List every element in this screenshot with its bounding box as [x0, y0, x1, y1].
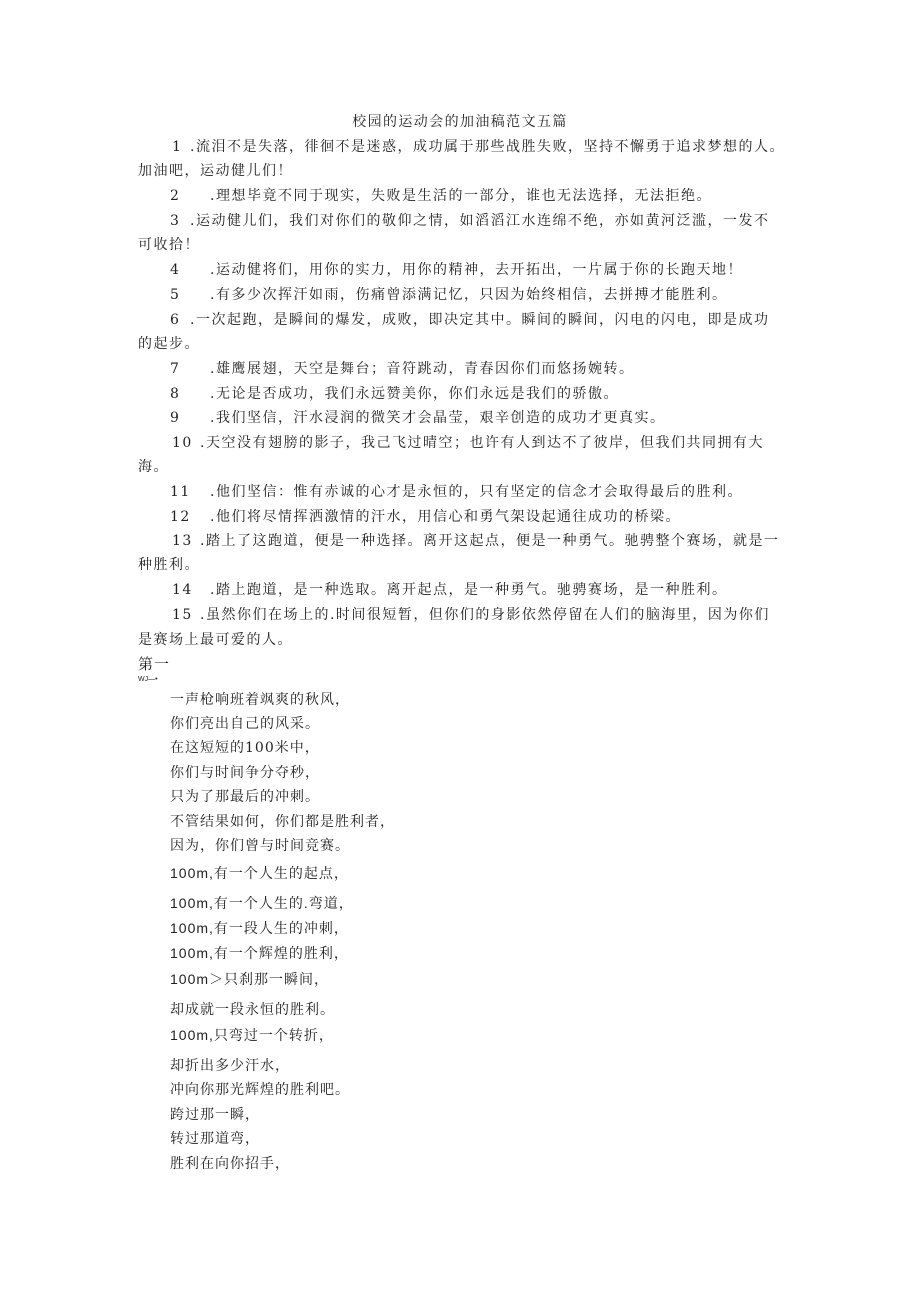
item-text: .他们坚信：惟有赤诚的心才是永恒的，只有坚定的信念才会取得最后的胜利。 — [210, 484, 743, 500]
poem-line: 100m,有一个人生的.弯道， — [170, 895, 354, 911]
list-item — [0, 581, 920, 599]
item-text: .踏上了这跑道，便是一种选择。离开这起点，便是一种勇气。驰骋整个赛场，就是一 — [200, 533, 780, 549]
list-item — [0, 409, 920, 427]
item-number: 3 — [170, 213, 181, 229]
item-number: 4 — [170, 262, 181, 278]
list-item — [0, 212, 920, 230]
list-item — [0, 360, 920, 378]
item-number: 15 — [172, 607, 193, 623]
list-item-continuation — [0, 335, 920, 353]
document-title: 校园的运动会的加油稿范文五篇 — [352, 114, 568, 130]
section-mark: WJ—• — [138, 676, 158, 683]
list-item — [0, 311, 920, 329]
item-number: 2 — [170, 188, 181, 204]
poem-line: 因为，你们曾与时间竞赛。 — [170, 838, 350, 854]
item-text: .运动健将们，用你的实力，用你的精神，去开拓出，一片属于你的长跑天地！ — [210, 262, 743, 278]
list-item-continuation — [0, 458, 920, 476]
item-number: 5 — [170, 287, 181, 303]
section-heading: 第一 — [138, 655, 171, 673]
item-number: 6 — [170, 312, 181, 328]
list-item-continuation — [0, 162, 920, 180]
list-item — [0, 606, 920, 624]
item-text: .运动健儿们，我们对你们的敬仰之情，如滔滔江水连绵不绝，亦如黄河泛滥，一发不 — [190, 213, 770, 229]
list-item — [0, 187, 920, 205]
item-text-continued: 可收拾！ — [138, 237, 200, 253]
item-text-continued: 的起步。 — [138, 336, 200, 352]
poem-line: 100m,有一段人生的冲刺， — [170, 920, 349, 936]
item-number: 12 — [170, 509, 191, 525]
list-item — [0, 138, 920, 156]
item-text-continued: 是赛场上最可爱的人。 — [138, 632, 293, 648]
poem-line: 100m,只弯过一个转折， — [170, 1027, 334, 1043]
poem-line: 却成就一段永恒的胜利。 — [170, 1002, 335, 1018]
item-text: .雄鹰展翅，天空是舞台；音符跳动，青春因你们而悠扬婉转。 — [210, 361, 635, 377]
item-text: .踏上跑道，是一种选取。离开起点，是一种勇气。驰骋赛场，是一种胜利。 — [210, 582, 728, 598]
list-item — [0, 385, 920, 403]
item-text: .无论是否成功，我们永远赞美你，你们永远是我们的骄傲。 — [210, 386, 619, 402]
item-text: .虽然你们在场上的.时间很短暂，但你们的身影依然停留在人们的脑海里，因为你们 — [200, 607, 770, 623]
item-text-continued: 种胜利。 — [138, 557, 200, 573]
poem-line: 你们与时间争分夺秒， — [170, 765, 320, 781]
list-item — [0, 532, 920, 550]
list-item — [0, 261, 920, 279]
item-number: 8 — [170, 386, 181, 402]
poem-line: 100m,有一个辉煌的胜利， — [170, 945, 349, 961]
item-text-continued: 加油吧，运动健儿们！ — [138, 163, 293, 179]
list-item — [0, 483, 920, 501]
item-text-continued: 海。 — [138, 459, 169, 475]
poem-line: 100m＞只刹那一瞬间， — [170, 971, 330, 987]
list-item-continuation — [0, 236, 920, 254]
item-text: .天空没有翅膀的影子，我己飞过晴空；也许有人到达不了彼岸，但我们共同拥有大 — [200, 435, 764, 451]
item-text: .我们坚信，汗水浸润的微笑才会晶莹，艰辛创造的成功才更真实。 — [210, 410, 666, 426]
item-text: .有多少次挥汗如雨，伤痛曾添满记忆，只因为始终相信，去拼搏才能胜利。 — [210, 287, 728, 303]
item-number: 10 — [172, 435, 193, 451]
poem-line: 转过那道弯， — [170, 1131, 260, 1147]
item-text: .他们将尽情挥洒激情的汗水，用信心和勇气架设起通往成功的桥梁。 — [210, 509, 681, 525]
list-item — [0, 286, 920, 304]
item-number: 14 — [172, 582, 193, 598]
item-number: 13 — [172, 533, 193, 549]
poem-line: 一声枪响班着飒爽的秋风， — [170, 692, 350, 708]
list-item-continuation — [0, 556, 920, 574]
poem-line: 100m,有一个人生的起点， — [170, 865, 349, 881]
item-number: 9 — [170, 410, 181, 426]
list-item — [0, 434, 920, 452]
poem-line: 却折出多少汗水， — [170, 1058, 290, 1074]
item-text: .理想毕竟不同于现实，失败是生活的一部分，谁也无法选择，无法拒绝。 — [210, 188, 712, 204]
poem-line: 不管结果如何，你们都是胜利者， — [170, 814, 395, 830]
list-item — [0, 508, 920, 526]
item-text: .一次起跑，是瞬间的爆发，成败，即决定其中。瞬间的瞬间，闪电的闪电，即是成功 — [190, 312, 770, 328]
poem-line: 冲向你那光辉煌的胜利吧。 — [170, 1082, 350, 1098]
poem-line: 只为了那最后的冲刺。 — [170, 789, 320, 805]
poem-line: 跨过那一瞬， — [170, 1107, 260, 1123]
poem-line: 你们亮出自己的风采。 — [170, 716, 320, 732]
item-number: 7 — [170, 361, 181, 377]
poem-line: 在这短短的100米中， — [170, 740, 320, 756]
item-number: 11 — [170, 484, 191, 500]
poem-line: 胜利在向你招手， — [170, 1156, 290, 1172]
list-item-continuation — [0, 631, 920, 649]
item-number: 1 — [172, 139, 183, 155]
item-text: .流泪不是失落，徘徊不是迷惑，成功属于那些战胜失败，坚持不懈勇于追求梦想的人。 — [190, 139, 785, 155]
